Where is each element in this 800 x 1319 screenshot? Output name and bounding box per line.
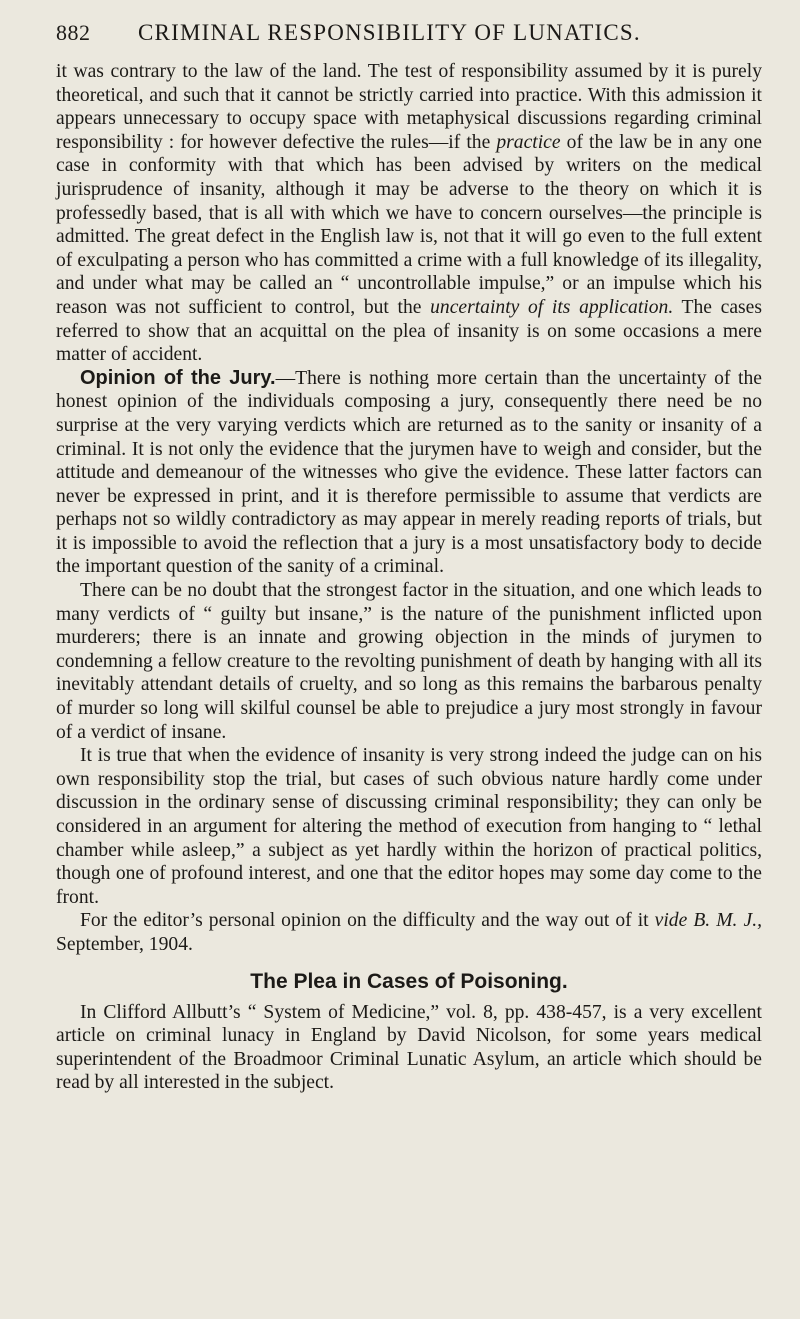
paragraph-text: of the law be in any one case in conformity with that which has been advised by writers on the medical jurisprudence of insanity, although it may be adverse to the theory on which it is professedly based, that is all with which we have to concern ourselves—the principle is admitted. The great defect in the English law is, not that it will go even to the full extent of exculpating a person who has committed a crime with a full knowledge of its illegality, and under what may be called an “ uncontrollable impulse,” or an impulse which his reason was not sufficient to control, but the: [56, 131, 762, 318]
body-text: [56, 60, 762, 1095]
paragraph-text: it was contrary to the law of the land. The test of responsibility assumed by it is purely theoretical, and such that it cannot be strictly carried into practice. With this admission it appears unnecessary to occupy space with metaphysical discussions regarding criminal responsibility : for however defective the rules—if the: [56, 61, 762, 153]
paragraph-text: September, 1904.: [56, 933, 193, 955]
paragraph-text: There can be no doubt that the strongest factor in the situation, and one which leads to many verdicts of “ guilty but insane,” is the nature of the punishment inflicted upon murderers; there is an innate and growing objection in the minds of jurymen to condemning a fellow creature to the revolting punishment of death by hanging with all its inevitably attendant details of cruelty, and so long as this remains the barbarous penalty of murder so long will skilful counsel be able to prejudice a jury most strongly in favour of a verdict of insane.: [56, 580, 762, 743]
paragraph: [56, 744, 762, 909]
paragraph-text: The cases referred to show that an acquittal on the plea of insanity is on some occasions a mere matter of accident.: [56, 296, 762, 366]
page-number: 882: [56, 20, 91, 45]
paragraph-opinion-of-jury: [56, 367, 762, 579]
paragraph-continued: [56, 60, 762, 367]
paragraph-text: It is true that when the evidence of insanity is very strong indeed the judge can on his own responsibility stop the trial, but cases of such obvious nature hardly come under discussion in the ordinary sense of discussing criminal responsibility; they can only be considered in an argument for altering the method of execution from hanging to “ lethal chamber while asleep,” a subject as yet hardly within the horizon of practical politics, though one of profound interest, and one that the editor hopes may some day come to the front.: [56, 745, 762, 908]
italic-phrase: uncertainty of its application.: [430, 296, 674, 318]
italic-phrase: practice: [496, 131, 561, 153]
paragraph-text: —There is nothing more certain than the uncertainty of the honest opinion of the individuals composing a jury, consequently there need be no surprise at the very varying verdicts which are returned as to the sanity or insanity of a criminal. It is not only the evidence that the jurymen have to weigh and consider, but the attitude and demeanour of the witnesses who give the evidence. These latter factors can never be expressed in print, and it is therefore permissible to assume that verdicts are perhaps not so wildly contradictory as may appear in merely reading reports of trials, but it is impossible to avoid the reflection that a jury is a most unsatisfactory body to decide the important question of the sanity of a criminal.: [56, 367, 762, 578]
paragraph-text: For the editor’s personal opinion on the difficulty and the way out of it: [80, 910, 655, 932]
running-title: CRIMINAL RESPONSIBILITY OF LUNATICS.: [138, 20, 641, 45]
section-heading: The Plea in Cases of Poisoning.: [250, 969, 568, 993]
paragraph: [56, 1001, 762, 1095]
paragraph: [56, 909, 762, 956]
paragraph-text: In Clifford Allbutt’s “ System of Medicine,” vol. 8, pp. 438-457, is a very excellent article on criminal lunacy in England by David Nicolson, for some years medical superintendent of the Broadmoor Criminal Lunatic Asylum, an article which should be read by all interested in the subject.: [56, 1001, 762, 1094]
running-head: [56, 14, 756, 48]
italic-reference: vide B. M. J.,: [654, 910, 762, 932]
paragraph: [56, 579, 762, 744]
side-heading: Opinion of the Jury.: [80, 366, 276, 389]
